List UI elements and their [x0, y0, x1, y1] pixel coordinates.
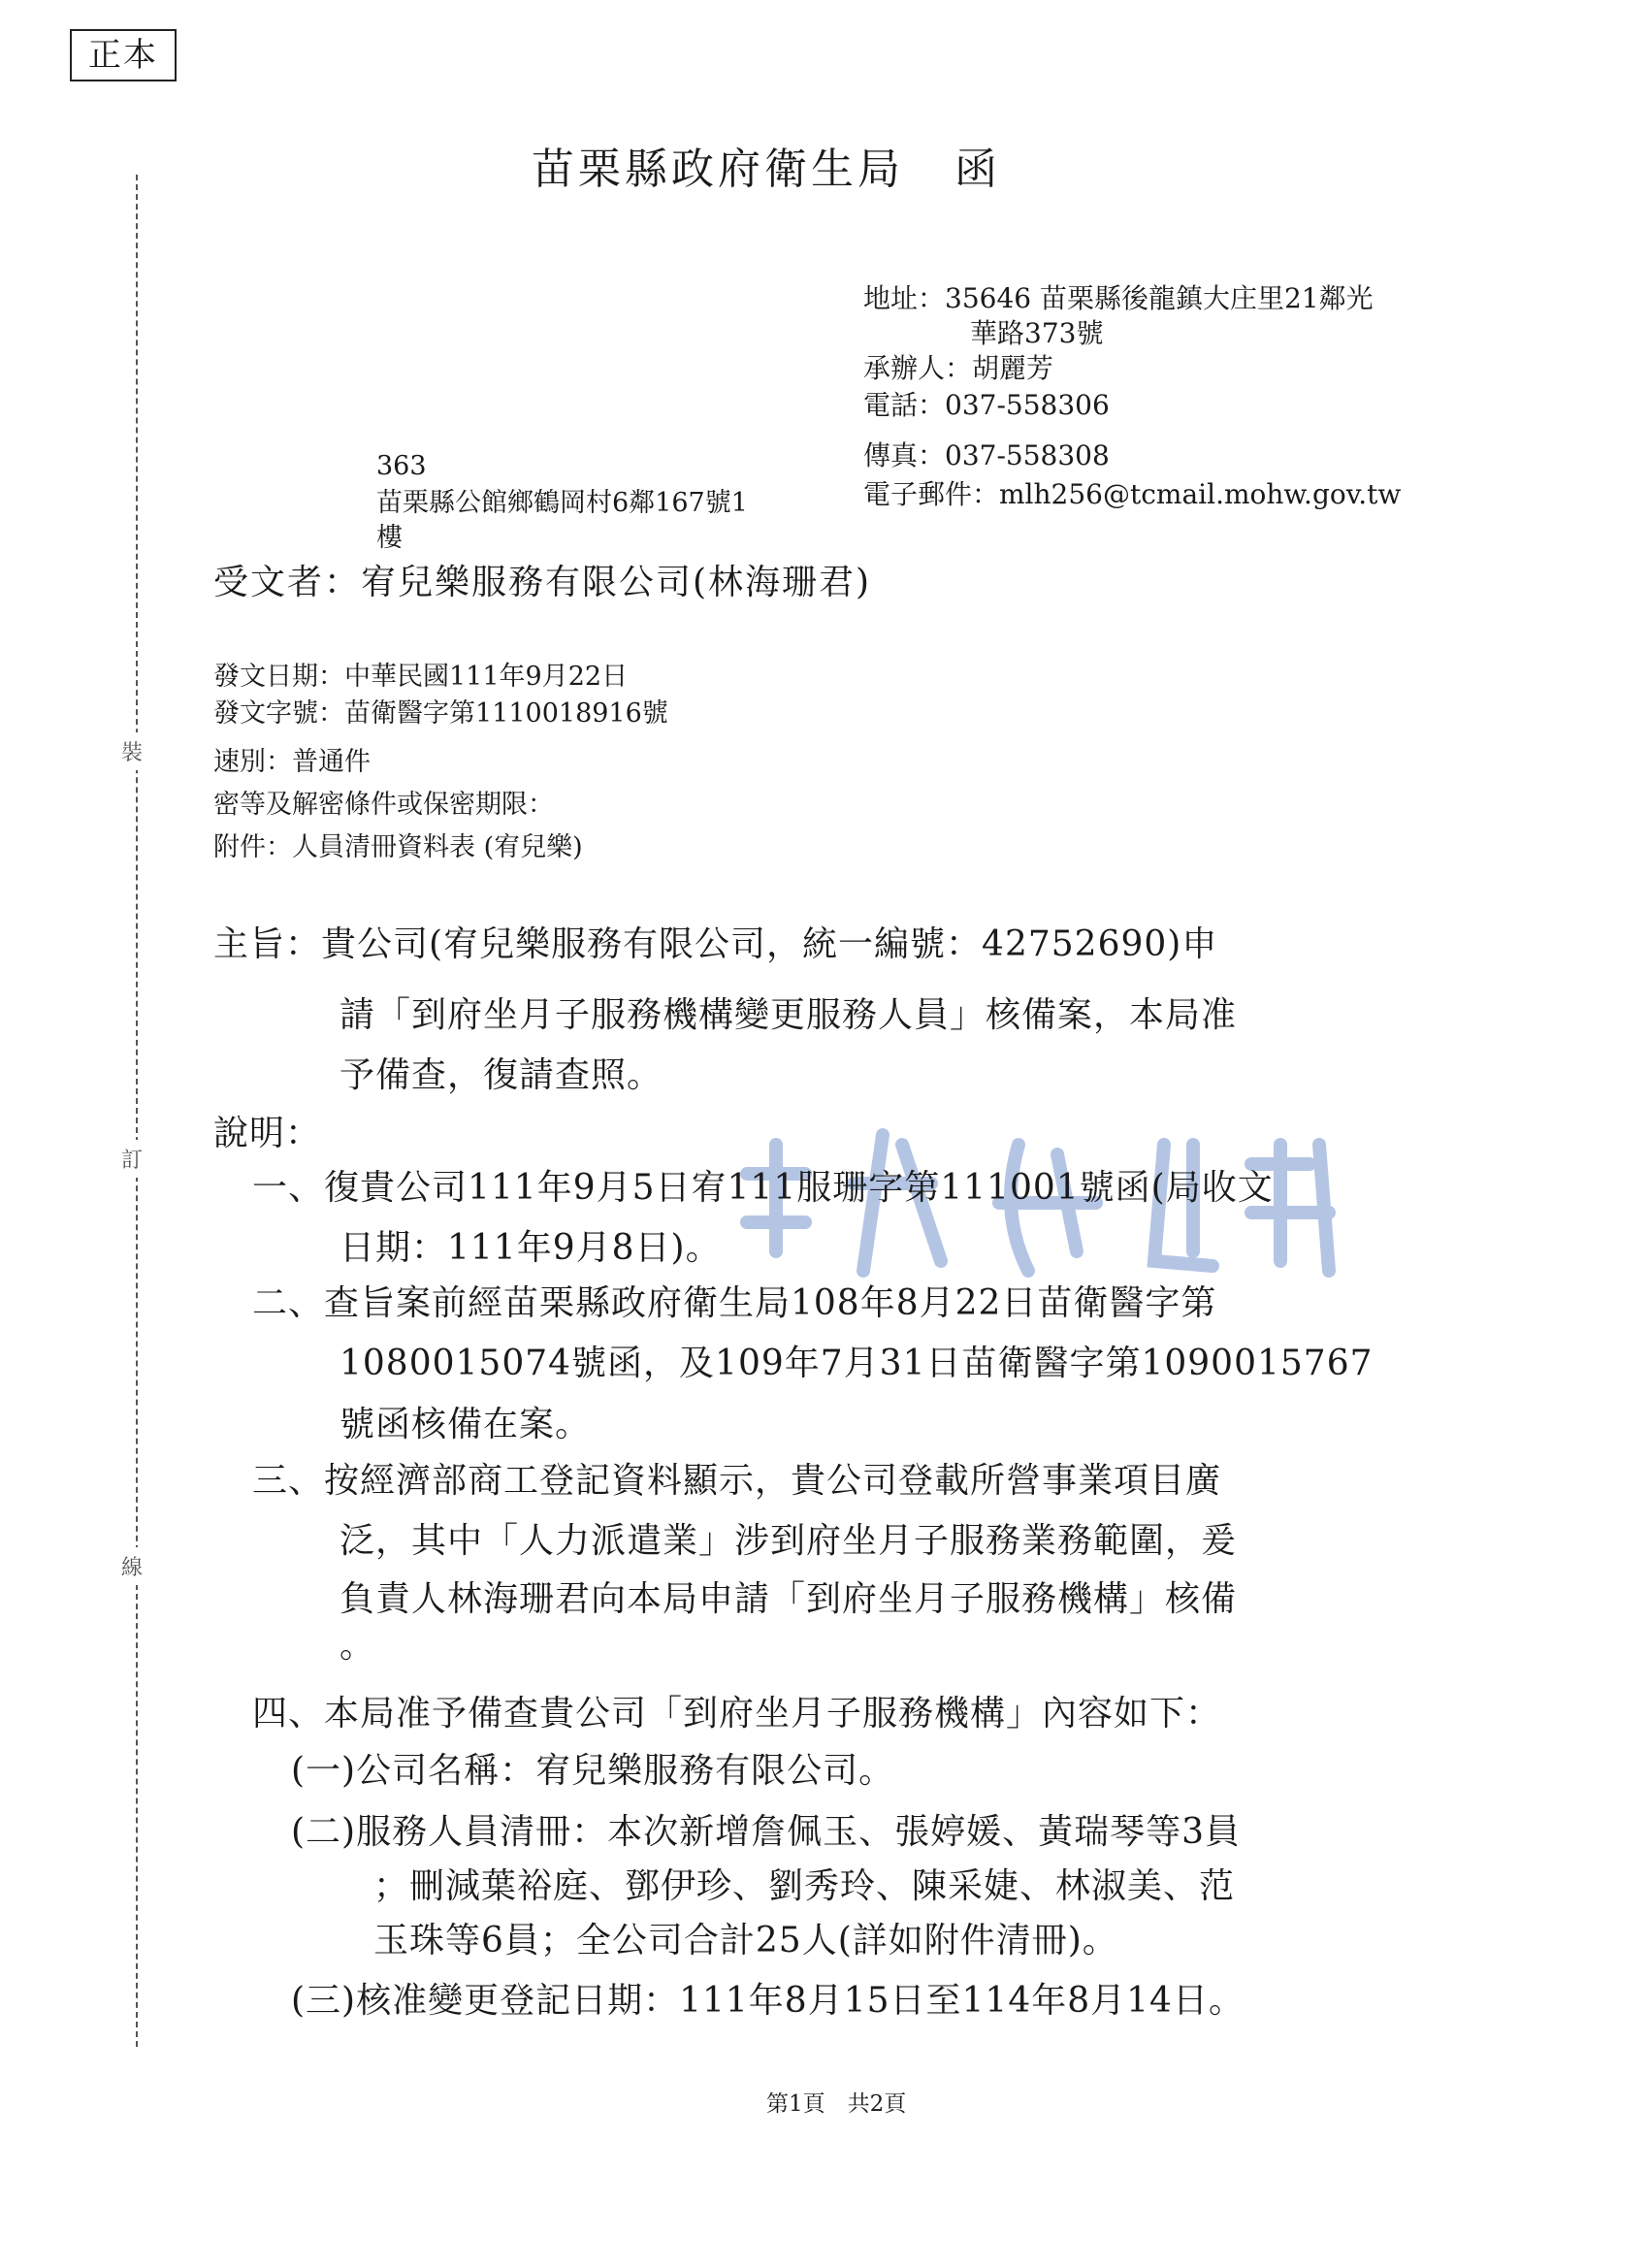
sender-phone: 電話：037-558306 — [863, 389, 1110, 421]
explanation-heading: 說明： — [213, 1114, 322, 1153]
explanation-item1-line2: 日期：111年9月8日)。 — [340, 1228, 722, 1268]
explanation-sub2-line1: (二)服務人員清冊：本次新增詹佩玉、張婷媛、黃瑞琴等3員 — [291, 1812, 1241, 1852]
explanation-item2-line3: 號函核備在案。 — [340, 1405, 592, 1444]
original-copy-mark: 正本 — [70, 29, 177, 81]
binding-mark-line: 線 — [121, 1547, 143, 1585]
attachment: 附件：人員清冊資料表 (宥兒樂) — [213, 832, 583, 862]
explanation-item1-line1: 一、復貴公司111年9月5日宥111服珊字第111001號函(局收文 — [252, 1168, 1274, 1208]
explanation-item4-line1: 四、本局准予備查貴公司「到府坐月子服務機構」內容如下： — [252, 1694, 1222, 1733]
binding-mark-stitch: 訂 — [121, 1140, 143, 1178]
document-kind: 函 — [954, 145, 1001, 194]
binding-mark-bind: 裝 — [121, 732, 143, 770]
secrecy-level: 密等及解密條件或保密期限： — [213, 790, 554, 820]
binding-cut-line — [136, 175, 138, 2047]
receiver-address-line1: 苗栗縣公館鄉鶴岡村6鄰167號1 — [376, 488, 748, 518]
explanation-item2-line2: 1080015074號函，及109年7月31日苗衛醫字第1090015767 — [340, 1344, 1374, 1383]
document-title — [532, 134, 1001, 196]
subject-line3: 予備查，復請查照。 — [340, 1055, 663, 1095]
sender-email: 電子郵件：mlh256@tcmail.mohw.gov.tw — [863, 478, 1402, 510]
delivery-speed: 速別：普通件 — [213, 747, 371, 777]
explanation-item3-line2: 泛，其中「人力派遣業」涉到府坐月子服務業務範圍，爰 — [340, 1521, 1238, 1561]
explanation-sub2-line3: 玉珠等6員；全公司合計25人(詳如附件清冊)。 — [373, 1921, 1118, 1960]
receiver-postal-code: 363 — [376, 451, 427, 481]
subject-line1: 主旨：貴公司(宥兒樂服務有限公司，統一編號：42752690)申 — [213, 924, 1218, 964]
receiver-address-line2: 樓 — [376, 523, 403, 553]
sender-officer: 承辦人：胡麗芳 — [863, 352, 1054, 384]
explanation-sub3: (三)核准變更登記日期：111年8月15日至114年8月14日。 — [291, 1981, 1245, 2021]
sender-fax: 傳真：037-558308 — [863, 439, 1110, 471]
explanation-item3-line3: 負責人林海珊君向本局申請「到府坐月子服務機構」核備 — [340, 1579, 1238, 1619]
sender-address-line1: 地址：35646 苗栗縣後龍鎮大庄里21鄰光 — [863, 282, 1374, 314]
explanation-item3-line4: 。 — [340, 1626, 376, 1666]
document-number: 發文字號：苗衛醫字第1110018916號 — [213, 698, 668, 729]
issue-date: 發文日期：中華民國111年9月22日 — [213, 662, 629, 692]
page-number: 第1頁 共2頁 — [766, 2091, 907, 2117]
subject-line2: 請「到府坐月子服務機構變更服務人員」核備案，本局准 — [340, 995, 1238, 1035]
sender-address-line2: 華路373號 — [970, 317, 1104, 349]
recipient: 受文者：宥兒樂服務有限公司(林海珊君) — [213, 563, 872, 602]
explanation-sub2-line2: ；刪減葉裕庭、鄧伊珍、劉秀玲、陳采婕、林淑美、范 — [373, 1866, 1236, 1906]
agency-name: 苗栗縣政府衛生局 — [532, 145, 904, 194]
explanation-sub1: (一)公司名稱：宥兒樂服務有限公司。 — [291, 1751, 895, 1791]
explanation-item3-line1: 三、按經濟部商工登記資料顯示，貴公司登載所營事業項目廣 — [252, 1461, 1222, 1501]
explanation-item2-line1: 二、查旨案前經苗栗縣政府衛生局108年8月22日苗衛醫字第 — [252, 1283, 1217, 1323]
